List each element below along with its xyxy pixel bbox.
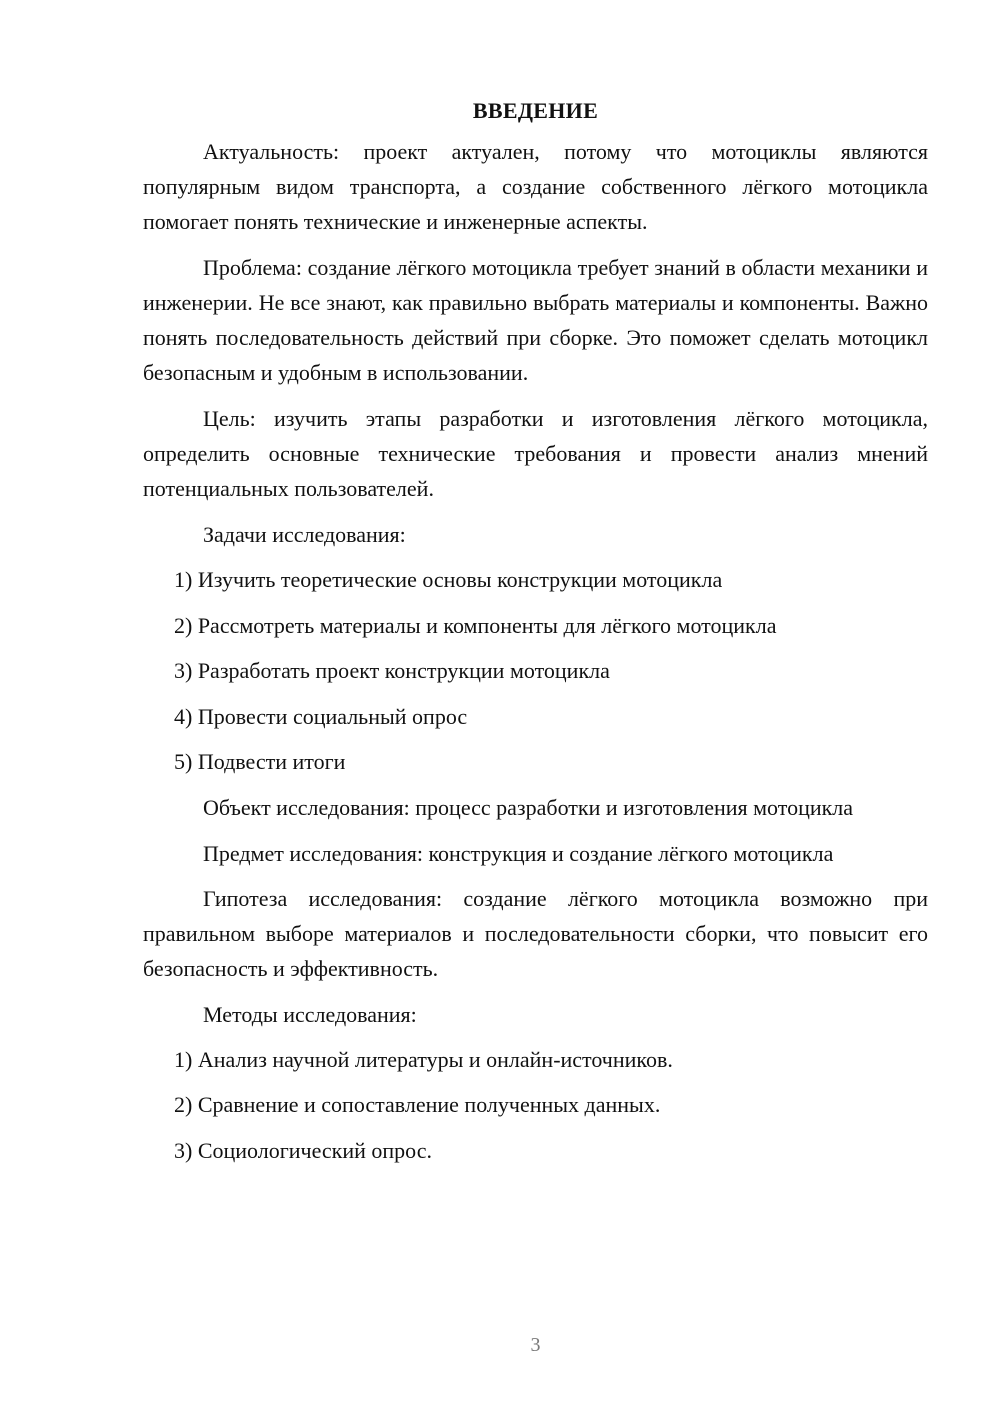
- methods-list: [143, 1042, 928, 1168]
- problem-paragraph: Проблема: создание лёгкого мотоцикла требует знаний в области механики и инженерии. Не все знают, как правильно выбрать материалы и компоненты. Важно понять последовательность действий при сборке. Это поможет сделать мотоцикл безопасным и удобным в использовании.: [143, 255, 928, 385]
- tasks-heading: Задачи исследования:: [203, 522, 406, 547]
- hypothesis-paragraph: Гипотеза исследования: создание лёгкого мотоцикла возможно при правильном выборе материалов и последовательности сборки, что повысит его безопасность и эффективность.: [143, 885, 928, 981]
- page-number: 3: [530, 1334, 541, 1356]
- list-item: 1) Изучить теоретические основы конструкции мотоцикла: [174, 567, 723, 592]
- methods-heading: Методы исследования:: [203, 1001, 417, 1027]
- subject-paragraph: Предмет исследования: конструкция и создание лёгкого мотоцикла: [203, 840, 834, 866]
- tasks-list: [143, 562, 928, 779]
- list-item: 5) Подвести итоги: [174, 749, 346, 774]
- list-item: 1) Анализ научной литературы и онлайн-источников.: [174, 1046, 673, 1072]
- relevance-paragraph: Актуальность: проект актуален, потому что мотоциклы являются популярным видом транспорта, а создание собственного лёгкого мотоцикла помогает понять технические и инженерные аспекты.: [143, 139, 928, 234]
- goal-paragraph: Цель: изучить этапы разработки и изготовления лёгкого мотоцикла, определить основные технические требования и провести анализ мнений потенциальных пользователей.: [143, 406, 928, 501]
- list-item: 2) Рассмотреть материалы и компоненты для лёгкого мотоцикла: [174, 612, 777, 638]
- list-item: 2) Сравнение и сопоставление полученных данных.: [174, 1092, 661, 1117]
- list-item: 4) Провести социальный опрос: [174, 703, 468, 729]
- page-title: ВВЕДЕНИЕ: [472, 98, 599, 123]
- document-page: [143, 96, 928, 1178]
- object-paragraph: Объект исследования: процесс разработки и изготовления мотоцикла: [203, 794, 854, 820]
- list-item: 3) Социологический опрос.: [174, 1137, 432, 1163]
- list-item: 3) Разработать проект конструкции мотоцикла: [174, 658, 610, 683]
